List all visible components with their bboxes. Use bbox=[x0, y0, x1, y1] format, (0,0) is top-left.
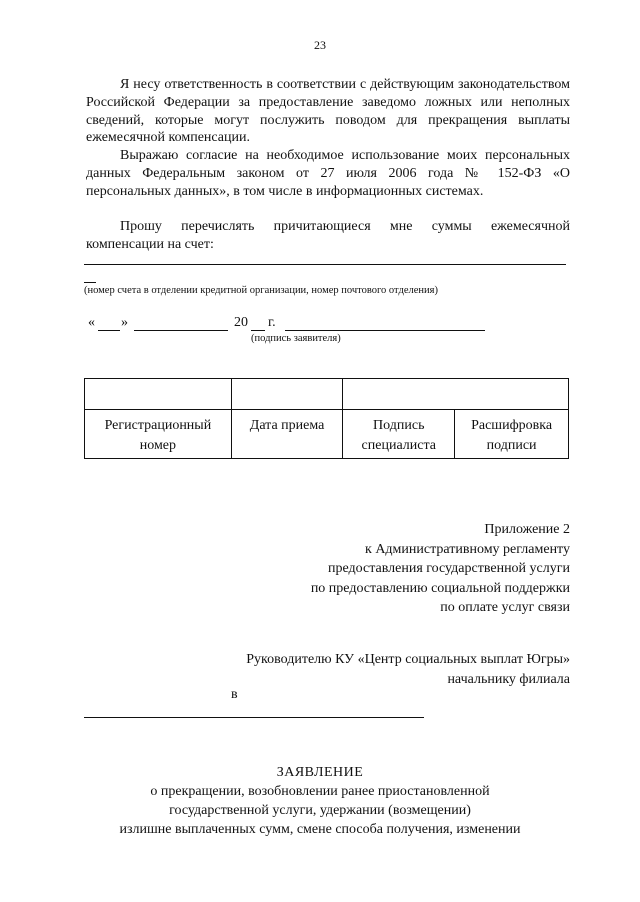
header-specialist-signature: Подпись специалиста bbox=[343, 410, 455, 459]
branch-name-line[interactable] bbox=[84, 717, 424, 718]
appendix-line: по предоставлению социальной поддержки bbox=[310, 580, 570, 596]
appendix-line: Приложение 2 bbox=[484, 522, 570, 537]
specialist-signature-cell[interactable] bbox=[343, 379, 569, 410]
statement-line: излишне выплаченных сумм, смене способа получения, изменении bbox=[119, 822, 521, 837]
account-number-line[interactable] bbox=[84, 264, 566, 265]
paragraph-responsibility bbox=[86, 76, 570, 147]
date-year-suffix: г. bbox=[268, 315, 276, 330]
addressee-prefix: в bbox=[231, 687, 238, 702]
date-open-quote: « bbox=[88, 315, 95, 330]
appendix-line: предоставления государственной услуги bbox=[328, 561, 570, 577]
header-registration-number: Регистрационный номер bbox=[85, 410, 232, 459]
applicant-signature-line[interactable] bbox=[285, 330, 485, 331]
page-number: 23 bbox=[314, 38, 326, 52]
date-close-quote: » bbox=[121, 315, 128, 330]
appendix-block bbox=[311, 520, 570, 618]
paragraph-responsibility-text: Я несу ответственность в соответствии с действующим законодательством Российской Федерации за предоставление заведомо ложных или неполных сведений, которые могут послужить поводом для прекращения выплаты ежемесячной компенсации. bbox=[86, 77, 570, 146]
paragraph-consent-text: Выражаю согласие на необходимое использование моих персональных данных Федеральным законом от 27 июля 2006 года № 152-ФЗ «О персональных данных», в том числе в информационных системах. bbox=[86, 148, 570, 199]
table-row-blank bbox=[85, 379, 569, 410]
account-line-stub bbox=[84, 282, 96, 283]
date-year-line[interactable] bbox=[251, 330, 265, 331]
appendix-line: по оплате услуг связи bbox=[440, 600, 570, 616]
paragraph-request-text: Прошу перечислять причитающиеся мне суммы ежемесячной компенсации на счет: bbox=[86, 219, 570, 252]
date-year-prefix: 20 bbox=[234, 315, 248, 330]
header-receipt-date: Дата приема bbox=[231, 410, 343, 459]
statement-title: ЗАЯВЛЕНИЕ bbox=[276, 765, 364, 780]
statement-line: о прекращении, возобновлении ранее приостановленной bbox=[150, 784, 490, 799]
statement-line: государственной услуги, удержании (возмещении) bbox=[169, 803, 471, 818]
paragraph-request bbox=[86, 218, 570, 254]
addressee-block bbox=[246, 650, 570, 689]
header-signature-transcript: Расшифровка подписи bbox=[455, 410, 569, 459]
table-row-headers bbox=[85, 410, 569, 459]
signature-caption: (подпись заявителя) bbox=[251, 333, 341, 344]
registration-table bbox=[84, 378, 569, 459]
addressee-line-2: начальнику филиала bbox=[447, 671, 570, 687]
account-hint: (номер счета в отделении кредитной организации, номер почтового отделения) bbox=[84, 285, 438, 296]
statement-subtitle bbox=[0, 782, 640, 839]
registration-number-cell[interactable] bbox=[85, 379, 232, 410]
addressee-line-1: Руководителю КУ «Центр социальных выплат Югры» bbox=[246, 652, 570, 667]
paragraph-consent bbox=[86, 147, 570, 200]
receipt-date-cell[interactable] bbox=[231, 379, 343, 410]
date-day-line[interactable] bbox=[98, 330, 120, 331]
appendix-line: к Административному регламенту bbox=[365, 541, 570, 557]
date-month-line[interactable] bbox=[134, 330, 228, 331]
